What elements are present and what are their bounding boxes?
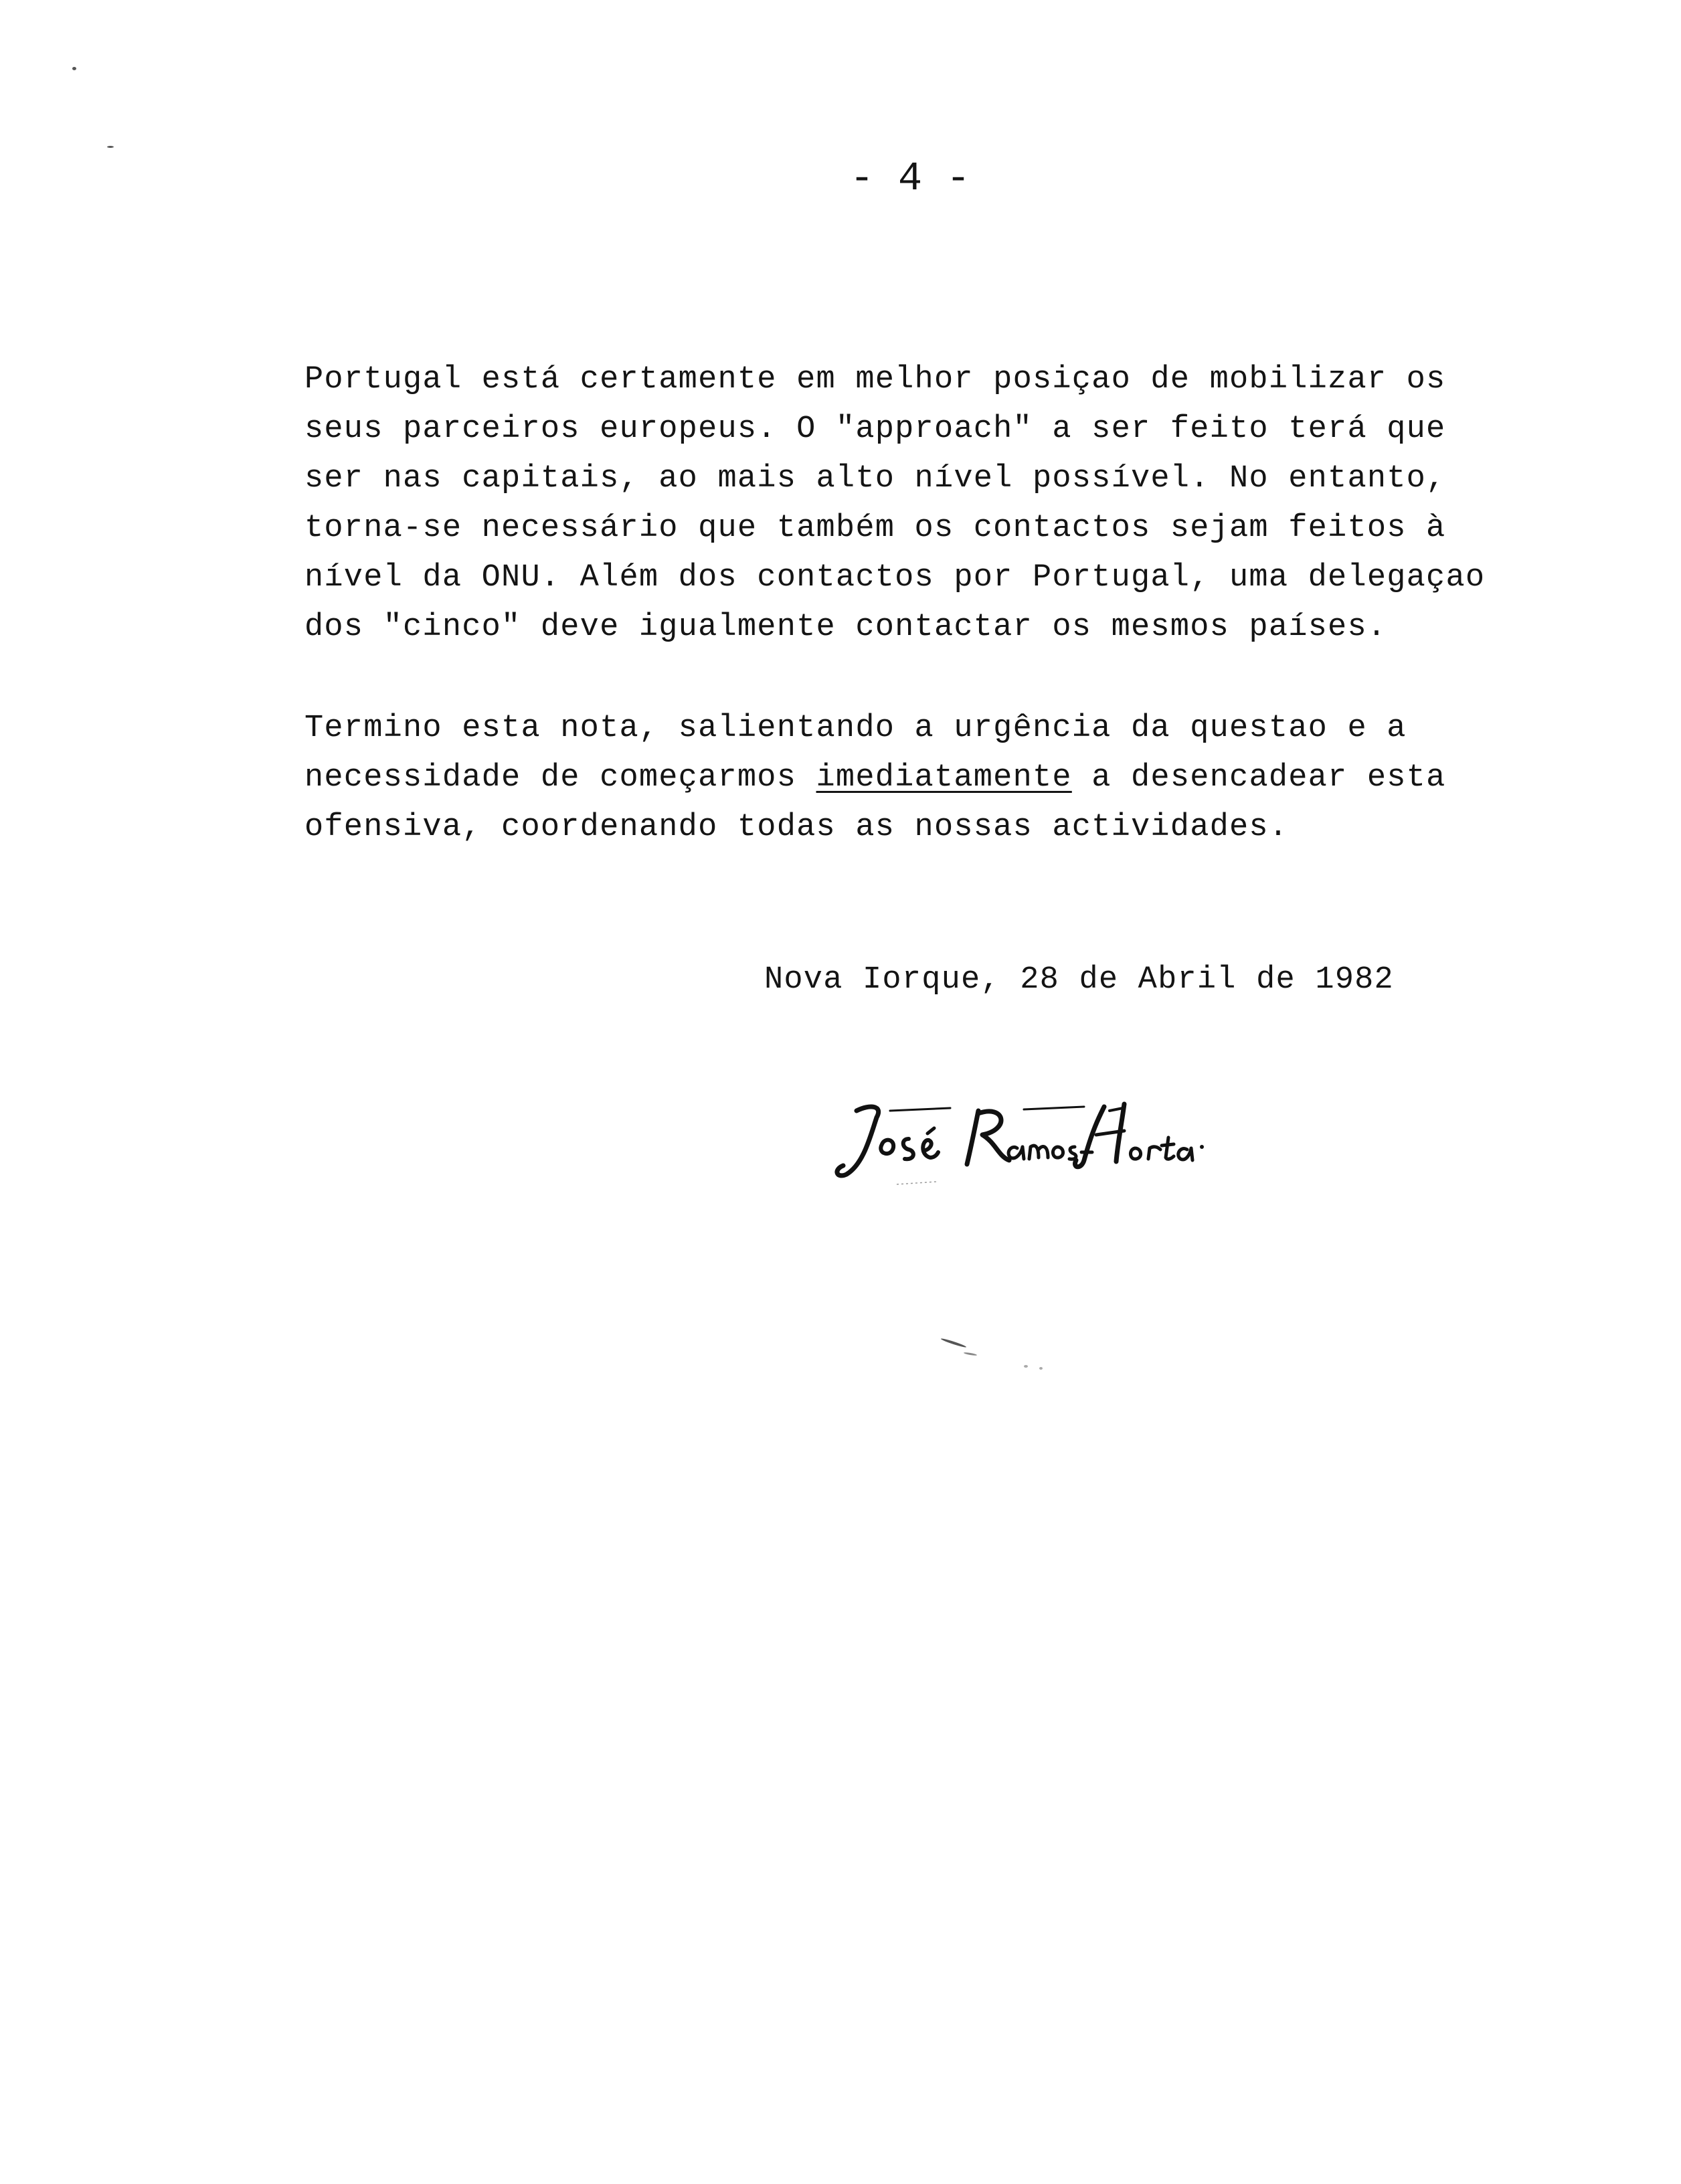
scan-speck xyxy=(1039,1367,1043,1370)
paragraph-line: ser nas capitais, ao mais alto nível possível. No entanto, xyxy=(304,461,1446,496)
handwritten-signature xyxy=(830,1091,1231,1191)
paragraph-line: seus parceiros europeus. O "approach" a ser feito terá que xyxy=(304,412,1446,447)
paragraph-line: ofensiva, coordenando todas as nossas actividades. xyxy=(304,810,1289,845)
paragraph-line: Portugal está certamente em melhor posiçao de mobilizar os xyxy=(304,362,1446,397)
scan-speck xyxy=(940,1338,966,1348)
place-and-date: Nova Iorque, 28 de Abril de 1982 xyxy=(764,962,1394,998)
underlined-emphasis: imediatamente xyxy=(816,760,1072,796)
line-text-after: a desencadear esta xyxy=(1071,760,1446,796)
paragraph-line: Termino esta nota, salientando a urgência da questao e a xyxy=(304,711,1407,746)
paragraph-closing-note xyxy=(304,704,1576,852)
scan-speck xyxy=(1024,1365,1028,1368)
scan-speck xyxy=(964,1352,977,1356)
scan-speck xyxy=(72,67,76,70)
paragraph-line: nível da ONU. Além dos contactos por Portugal, uma delegaçao xyxy=(304,560,1486,596)
paragraph-line: torna-se necessário que também os contactos sejam feitos à xyxy=(304,511,1446,546)
paragraph-line: dos "cinco" deve igualmente contactar os mesmos países. xyxy=(304,610,1387,645)
line-text-before: necessidade de começarmos xyxy=(304,760,816,796)
signature-stroke-art xyxy=(830,1091,1231,1191)
page-number: - 4 - xyxy=(850,157,971,202)
scan-speck xyxy=(107,146,114,148)
paragraph-portugal-mobilization xyxy=(304,355,1576,652)
paragraph-line xyxy=(304,753,1576,803)
